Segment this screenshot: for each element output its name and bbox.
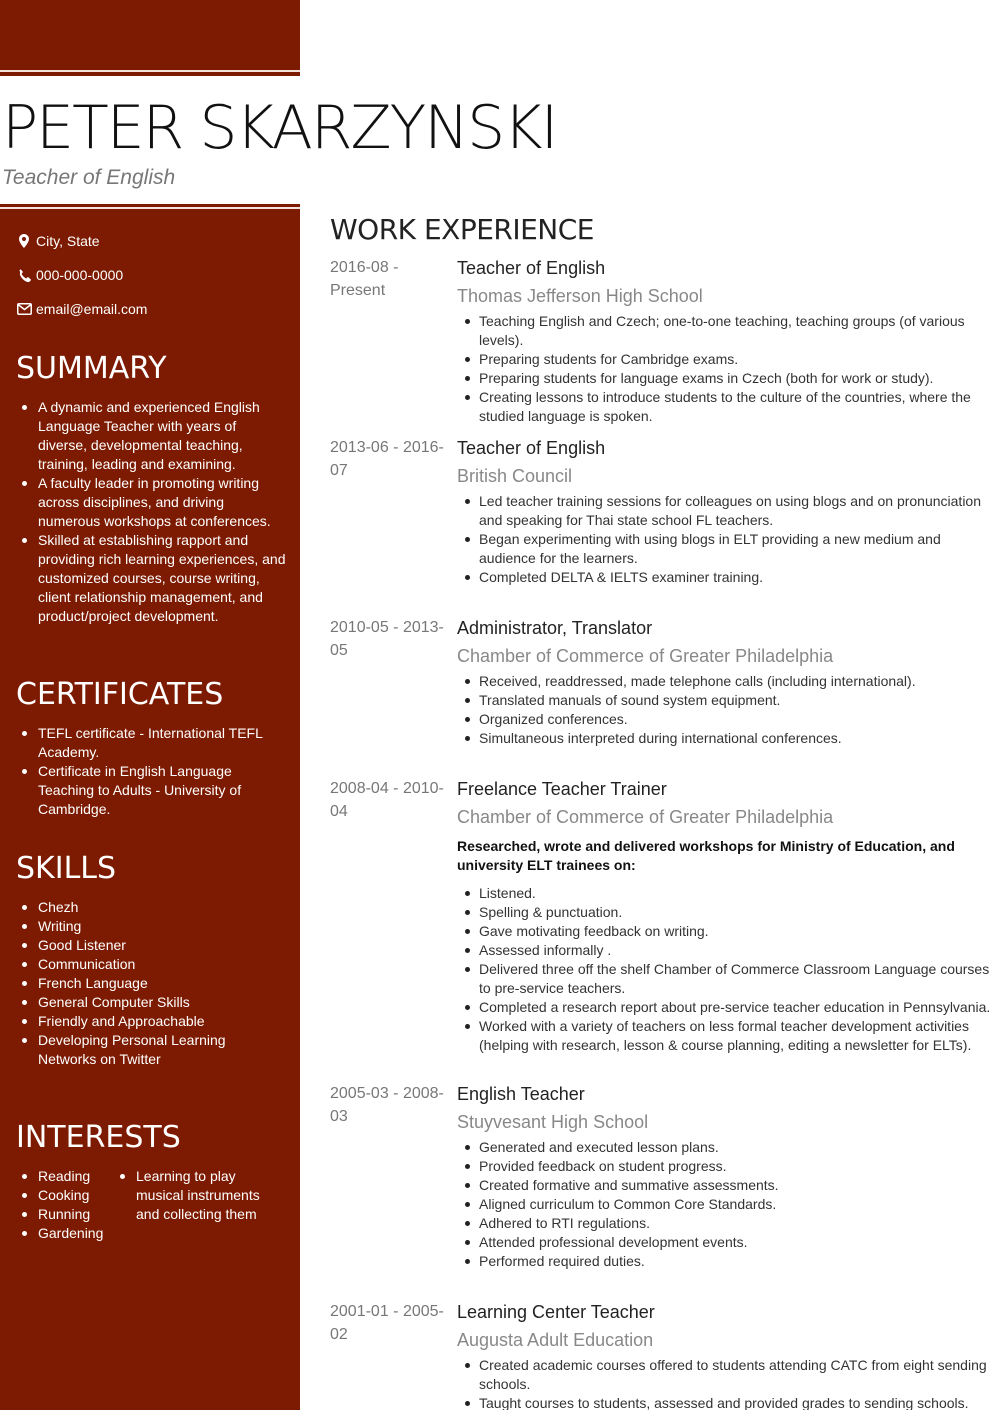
map-marker-icon (14, 234, 34, 248)
list-item: Attended professional development events. (457, 1233, 995, 1252)
job-title: Freelance Teacher Trainer (457, 779, 667, 799)
divider-line (0, 70, 300, 72)
list-item: Certificate in English Language Teaching to Adults - University of Cambridge. (16, 762, 286, 819)
summary-section (16, 352, 286, 626)
job-date: 2008-04 - 2010-04 (330, 780, 444, 820)
contact-phone (14, 258, 294, 292)
job-organization: British Council (457, 466, 573, 486)
list-item: Taught courses to students, assessed and provided grades to sending schools. (457, 1394, 995, 1410)
list-item: Led teacher training sessions for colleagues on using blogs and on pronunciation and speaking for Thai state school FL teachers. (457, 492, 995, 530)
email-text: email@email.com (36, 301, 148, 317)
candidate-name: PETER SKARZYNSKI (2, 93, 557, 163)
list-item: Created academic courses offered to students attending CATC from eight sending schools. (457, 1356, 995, 1394)
job-organization: Augusta Adult Education (457, 1330, 654, 1350)
work-experience-section (330, 213, 995, 1410)
list-item: Skilled at establishing rapport and providing rich learning experiences, and customized courses, course writing, client relationship management, and product/project development. (16, 531, 286, 626)
job-date: 2016-08 - Present (330, 259, 399, 299)
job-title: English Teacher (457, 1084, 585, 1104)
list-item: Writing (16, 917, 286, 936)
divider-line (0, 207, 300, 209)
list-item: Preparing students for Cambridge exams. (457, 350, 995, 369)
section-heading: SUMMARY (16, 351, 167, 386)
list-item: Running (16, 1205, 114, 1224)
contact-info (14, 224, 294, 326)
list-item: Worked with a variety of teachers on less formal teacher development activities (helping with research, lesson & course planning, editing a newsletter for ELTs). (457, 1017, 995, 1055)
list-item: Developing Personal Learning Networks on Twitter (16, 1031, 286, 1069)
list-item: A dynamic and experienced English Language Teacher with years of diverse, developmental teaching, training, leading and examining. (16, 398, 286, 474)
skills-section (16, 852, 286, 1069)
list-item: Received, readdressed, made telephone calls (including international). (457, 672, 995, 691)
list-item: Aligned curriculum to Common Core Standards. (457, 1195, 995, 1214)
list-item: General Computer Skills (16, 993, 286, 1012)
list-item: Created formative and summative assessments. (457, 1176, 995, 1195)
section-heading: CERTIFICATES (16, 677, 224, 712)
job-duties (457, 1356, 995, 1410)
list-item: Good Listener (16, 936, 286, 955)
summary-list (16, 398, 286, 626)
job-duties (457, 672, 995, 748)
contact-email (14, 292, 294, 326)
job-body (457, 1300, 995, 1410)
location-text: City, State (36, 233, 100, 249)
contact-location (14, 224, 294, 258)
list-item: Completed DELTA & IELTS examiner training. (457, 568, 995, 587)
job-organization: Chamber of Commerce of Greater Philadelphia (457, 646, 834, 666)
job-duties (457, 492, 995, 587)
job-lead-text: Researched, wrote and delivered workshops for Ministry of Education, and university ELT trainees on: (457, 838, 955, 873)
list-item: Creating lessons to introduce students to the culture of the countries, where the studied language is spoken. (457, 388, 995, 426)
job-date: 2010-05 - 2013-05 (330, 619, 444, 659)
list-item: Listened. (457, 884, 995, 903)
job-organization: Stuyvesant High School (457, 1112, 649, 1132)
section-heading: WORK EXPERIENCE (330, 213, 594, 246)
list-item: Generated and executed lesson plans. (457, 1138, 995, 1157)
envelope-icon (14, 303, 34, 315)
candidate-title: Teacher of English (2, 166, 176, 189)
list-item: TEFL certificate - International TEFL Academy. (16, 724, 286, 762)
job-date: 2001-01 - 2005-02 (330, 1303, 444, 1343)
skills-list (16, 898, 286, 1069)
list-item: Simultaneous interpreted during international conferences. (457, 729, 995, 748)
list-item: Gardening (16, 1224, 114, 1243)
list-item: Provided feedback on student progress. (457, 1157, 995, 1176)
list-item: Preparing students for language exams in Czech (both for work or study). (457, 369, 995, 388)
interests-columns (16, 1167, 286, 1243)
job-body (457, 256, 995, 426)
list-item: Spelling & punctuation. (457, 903, 995, 922)
phone-icon (14, 269, 34, 282)
job-body (457, 777, 995, 1055)
job-body (457, 616, 995, 748)
job-duties (457, 1138, 995, 1271)
list-item: Friendly and Approachable (16, 1012, 286, 1031)
list-item: Reading (16, 1167, 114, 1186)
phone-text: 000-000-0000 (36, 267, 124, 283)
list-item: French Language (16, 974, 286, 993)
job-title: Teacher of English (457, 258, 606, 278)
list-item: Translated manuals of sound system equipment. (457, 691, 995, 710)
job-title: Teacher of English (457, 438, 606, 458)
job-duties (457, 884, 995, 1055)
job-organization: Chamber of Commerce of Greater Philadelphia (457, 807, 834, 827)
interests-list (114, 1167, 274, 1243)
list-item: Chezh (16, 898, 286, 917)
job-date: 2013-06 - 2016-07 (330, 439, 444, 479)
interests-section (16, 1121, 286, 1243)
list-item: Communication (16, 955, 286, 974)
list-item: Cooking (16, 1186, 114, 1205)
job-title: Learning Center Teacher (457, 1302, 655, 1322)
interests-list (16, 1167, 114, 1243)
list-item: Assessed informally . (457, 941, 995, 960)
list-item: Learning to play musical instruments and collecting them (114, 1167, 274, 1224)
certificates-list (16, 724, 286, 819)
list-item: Teaching English and Czech; one-to-one teaching, teaching groups (of various levels). (457, 312, 995, 350)
section-heading: INTERESTS (16, 1120, 181, 1155)
list-item: Delivered three off the shelf Chamber of Commerce Classroom Language courses to pre-service teachers. (457, 960, 995, 998)
job-date: 2005-03 - 2008-03 (330, 1085, 444, 1125)
certificates-section (16, 678, 286, 819)
job-body (457, 1082, 995, 1271)
list-item: Adhered to RTI regulations. (457, 1214, 995, 1233)
resume-header (2, 88, 702, 190)
job-duties (457, 312, 995, 426)
list-item: Completed a research report about pre-service teacher education in Pennsylvania. (457, 998, 995, 1017)
list-item: Gave motivating feedback on writing. (457, 922, 995, 941)
section-heading: SKILLS (16, 851, 117, 886)
job-body (457, 436, 995, 587)
job-title: Administrator, Translator (457, 618, 653, 638)
list-item: Performed required duties. (457, 1252, 995, 1271)
list-item: A faculty leader in promoting writing across disciplines, and driving numerous workshops at conferences. (16, 474, 286, 531)
list-item: Began experimenting with using blogs in ELT providing a new medium and audience for the learners. (457, 530, 995, 568)
job-organization: Thomas Jefferson High School (457, 286, 703, 306)
list-item: Organized conferences. (457, 710, 995, 729)
